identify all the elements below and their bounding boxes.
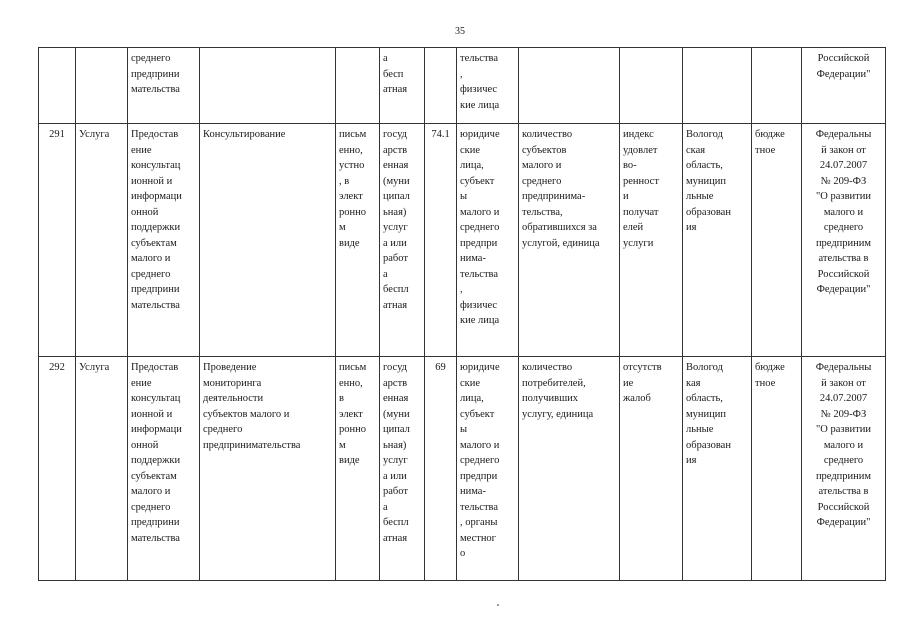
content-cell: Проведение мониторинга деятельности субъектов малого и среднего предпринимательства bbox=[200, 357, 336, 581]
recipients-cell: юридиче ские лица, субъект ы малого и среднего предпри нима- тельства , физичес кие лица bbox=[457, 124, 519, 357]
basis-cell: а бесп атная bbox=[380, 48, 425, 124]
territory-cell: Вологод кая область, муницип льные образован ия bbox=[683, 357, 752, 581]
quality-indicator-cell: индекс удовлет во- ренност и получат елей услуги bbox=[620, 124, 683, 357]
budget-cell bbox=[752, 48, 802, 124]
territory-cell: Вологод ская область, муницип льные образован ия bbox=[683, 124, 752, 357]
form-cell: письм енно, в элект ронно м виде bbox=[336, 357, 380, 581]
service-name-cell: среднего предприни мательства bbox=[128, 48, 200, 124]
basis-cell: госуд арств енная (муни ципал ьная) услуг а или работ а беспл атная bbox=[380, 124, 425, 357]
service-name-cell: Предостав ение консультац ионной и информаци онной поддержки субъектам малого и среднего предприни мательства bbox=[128, 357, 200, 581]
budget-cell: бюдже тное bbox=[752, 124, 802, 357]
recipients-cell: юридиче ские лица, субъект ы малого и среднего предпри нима- тельства , органы местног о bbox=[457, 357, 519, 581]
budget-cell: бюдже тное bbox=[752, 357, 802, 581]
volume-indicator-cell: количество потребителей, получивших услугу, единица bbox=[519, 357, 620, 581]
territory-cell bbox=[683, 48, 752, 124]
scan-speck bbox=[497, 604, 499, 606]
quality-indicator-cell bbox=[620, 48, 683, 124]
type-cell bbox=[76, 48, 128, 124]
row-number-cell: 292 bbox=[39, 357, 76, 581]
volume-indicator-cell: количество субъектов малого и среднего предпринима- тельства, обратившихся за услугой, единица bbox=[519, 124, 620, 357]
law-cell: Российской Федерации" bbox=[802, 48, 886, 124]
quality-indicator-cell: отсутств ие жалоб bbox=[620, 357, 683, 581]
code-cell: 69 bbox=[425, 357, 457, 581]
table-row-continuation bbox=[39, 48, 886, 124]
basis-cell: госуд арств енная (муни ципал ьная) услуг а или работ а беспл атная bbox=[380, 357, 425, 581]
law-cell: Федеральны й закон от 24.07.2007 № 209-ФЗ "О развитии малого и среднего предприним ательства в Российской Федерации" bbox=[802, 357, 886, 581]
code-cell bbox=[425, 48, 457, 124]
form-cell: письм енно, устно , в элект ронно м виде bbox=[336, 124, 380, 357]
row-number-cell: 291 bbox=[39, 124, 76, 357]
page-number: 35 bbox=[455, 26, 465, 37]
services-registry-table bbox=[38, 47, 886, 581]
service-name-cell: Предостав ение консультац ионной и информаци онной поддержки субъектам малого и среднего предприни мательства bbox=[128, 124, 200, 357]
law-cell: Федеральны й закон от 24.07.2007 № 209-ФЗ "О развитии малого и среднего предприним ательства в Российской Федерации" bbox=[802, 124, 886, 357]
volume-indicator-cell bbox=[519, 48, 620, 124]
table-row-291 bbox=[39, 124, 886, 357]
type-cell: Услуга bbox=[76, 357, 128, 581]
content-cell: Консультирование bbox=[200, 124, 336, 357]
form-cell bbox=[336, 48, 380, 124]
row-number-cell bbox=[39, 48, 76, 124]
table-row-292 bbox=[39, 357, 886, 581]
recipients-cell: тельства , физичес кие лица bbox=[457, 48, 519, 124]
code-cell: 74.1 bbox=[425, 124, 457, 357]
type-cell: Услуга bbox=[76, 124, 128, 357]
content-cell bbox=[200, 48, 336, 124]
